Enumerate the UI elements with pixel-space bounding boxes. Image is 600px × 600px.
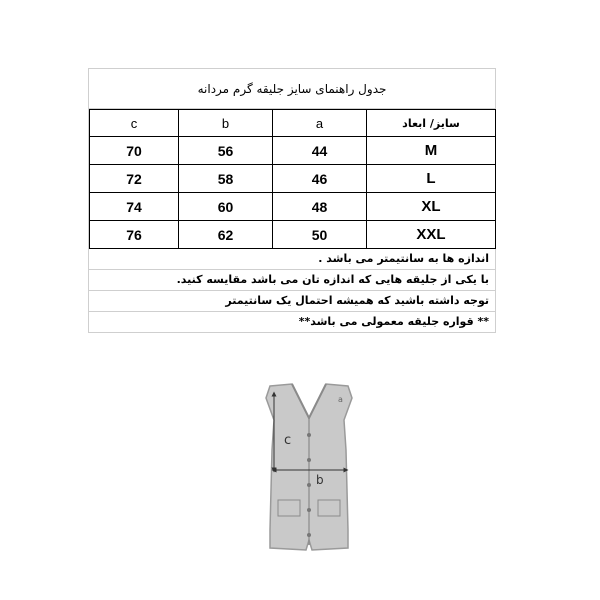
cell-size: L	[367, 165, 496, 193]
label-c: c	[284, 433, 292, 448]
notes-list	[89, 249, 495, 332]
table-row	[90, 193, 496, 221]
size-guide-table	[88, 68, 496, 333]
cell-b: 60	[179, 193, 273, 221]
cell-b: 62	[179, 221, 273, 249]
header-b: b	[179, 110, 273, 137]
cell-a: 44	[273, 137, 367, 165]
header-c: c	[90, 110, 179, 137]
vest-illustration	[248, 380, 370, 556]
table-row	[90, 165, 496, 193]
label-a: a	[338, 395, 343, 404]
cell-c: 74	[90, 193, 179, 221]
cell-c: 76	[90, 221, 179, 249]
note-line: ** قواره جلیقه معمولی می باشد**	[298, 315, 489, 328]
cell-b: 58	[179, 165, 273, 193]
vest-diagram	[248, 380, 370, 556]
cell-size: M	[367, 137, 496, 165]
cell-a: 46	[273, 165, 367, 193]
cell-c: 72	[90, 165, 179, 193]
header-size: سایز/ ابعاد	[367, 110, 496, 137]
cell-c: 70	[90, 137, 179, 165]
size-table	[89, 109, 496, 249]
note-line: توجه داشته باشید که همیشه احتمال یک سانتیمتر	[89, 291, 495, 312]
cell-b: 56	[179, 137, 273, 165]
note-line: با یکی از جلیقه هایی که اندازه تان می باشد مقایسه کنید.	[89, 270, 495, 291]
table-title: جدول راهنمای سایز جلیقه گرم مردانه	[89, 69, 495, 109]
header-a: a	[273, 110, 367, 137]
table-header-row	[90, 110, 496, 137]
cell-a: 48	[273, 193, 367, 221]
table-row	[90, 221, 496, 249]
table-row	[90, 137, 496, 165]
note-line: اندازه ها به سانتیمتر می باشد .	[89, 249, 495, 270]
cell-size: XL	[367, 193, 496, 221]
label-b: b	[316, 473, 324, 487]
cell-size: XXL	[367, 221, 496, 249]
cell-a: 50	[273, 221, 367, 249]
